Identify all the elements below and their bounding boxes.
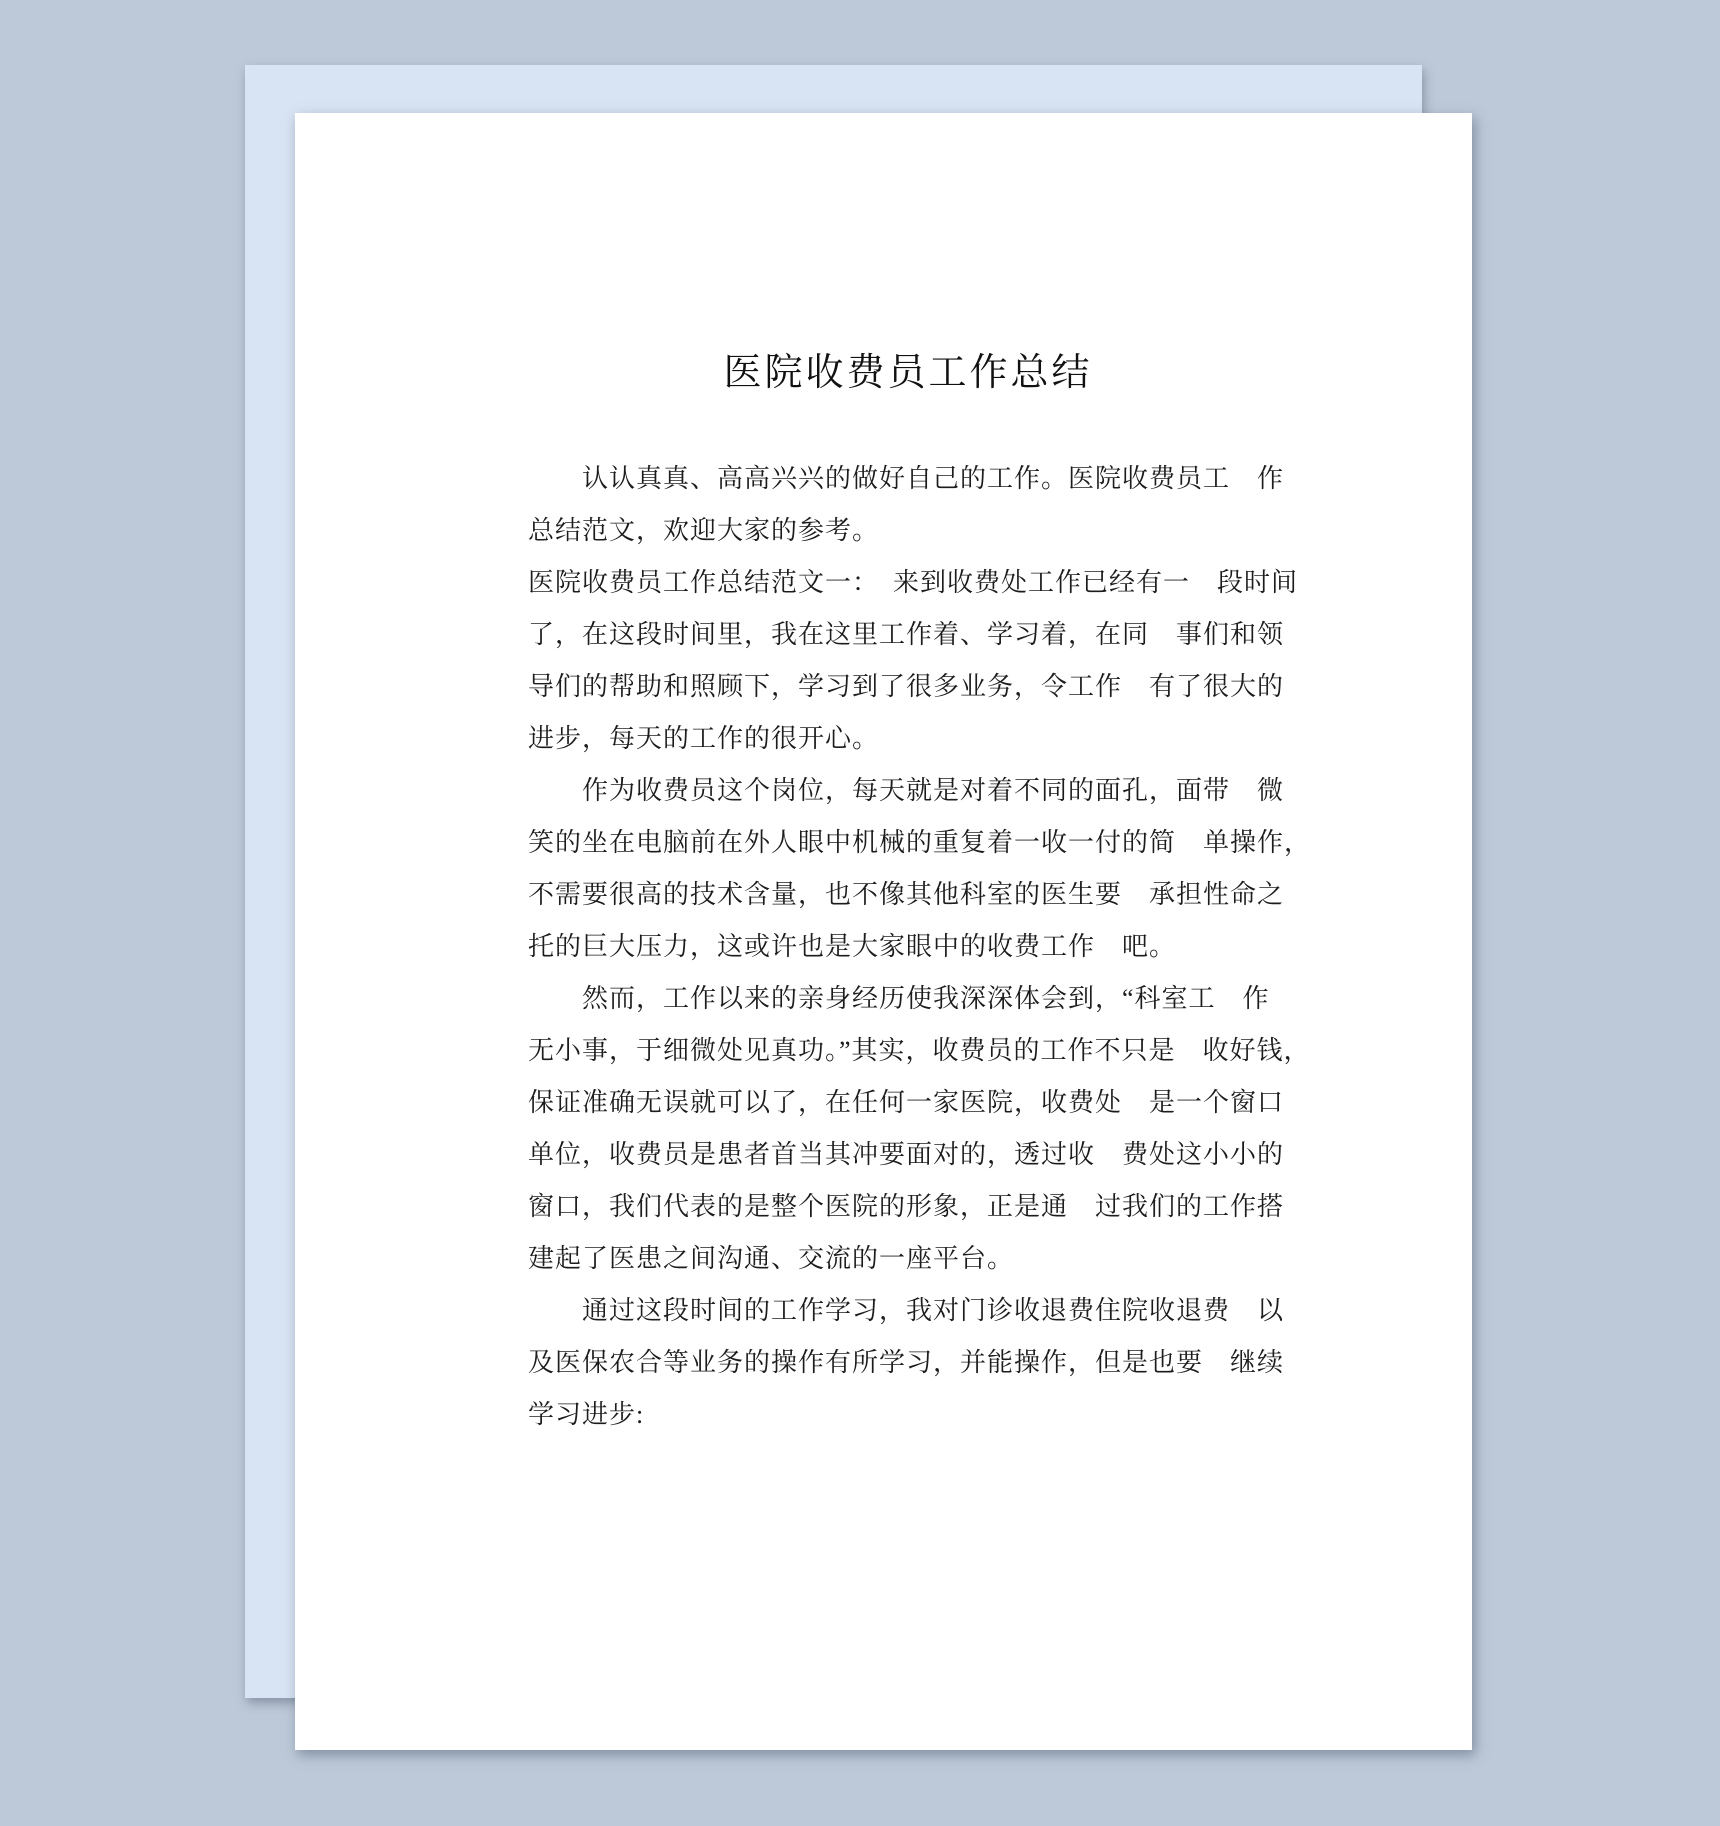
document-line: 单位，收费员是患者首当其冲要面对的，透过收 费处这小小的 xyxy=(528,1140,1285,1169)
document-line: 不需要很高的技术含量，也不像其他科室的医生要 承担性命之 xyxy=(528,880,1285,909)
document-line: 进步，每天的工作的很开心。 xyxy=(528,724,880,753)
document-line: 作为收费员这个岗位，每天就是对着不同的面孔，面带 微 xyxy=(528,776,1285,805)
document-line: 医院收费员工作总结范文一： 来到收费处工作已经有一 段时间 xyxy=(528,568,1299,597)
document-line: 及医保农合等业务的操作有所学习，并能操作，但是也要 继续 xyxy=(528,1348,1285,1377)
document-line: 笑的坐在电脑前在外人眼中机械的重复着一收一付的简 单操作， xyxy=(528,828,1312,857)
document-line: 总结范文，欢迎大家的参考。 xyxy=(528,516,880,545)
document-line: 通过这段时间的工作学习，我对门诊收退费住院收退费 以 xyxy=(528,1296,1285,1325)
document-line: 无小事，于细微处见真功。”其实，收费员的工作不只是 收好钱， xyxy=(528,1036,1311,1065)
document-title: 医院收费员工作总结 xyxy=(723,352,1093,394)
document-line: 托的巨大压力，这或许也是大家眼中的收费工作 吧。 xyxy=(528,932,1177,961)
document-line: 保证准确无误就可以了，在任何一家医院，收费处 是一个窗口 xyxy=(528,1088,1285,1117)
document-line: 然而，工作以来的亲身经历使我深深体会到，“科室工 作 xyxy=(528,984,1270,1013)
document-line: 学习进步: xyxy=(528,1400,645,1429)
document-page xyxy=(295,113,1472,1750)
document-body xyxy=(528,453,1312,1441)
document-line: 了，在这段时间里，我在这里工作着、学习着，在同 事们和领 xyxy=(528,620,1285,649)
document-line: 导们的帮助和照顾下，学习到了很多业务，令工作 有了很大的 xyxy=(528,672,1285,701)
document-line: 认认真真、高高兴兴的做好自己的工作。医院收费员工 作 xyxy=(528,464,1285,493)
document-line: 窗口，我们代表的是整个医院的形象，正是通 过我们的工作搭 xyxy=(528,1192,1285,1221)
document-line: 建起了医患之间沟通、交流的一座平台。 xyxy=(528,1244,1015,1273)
